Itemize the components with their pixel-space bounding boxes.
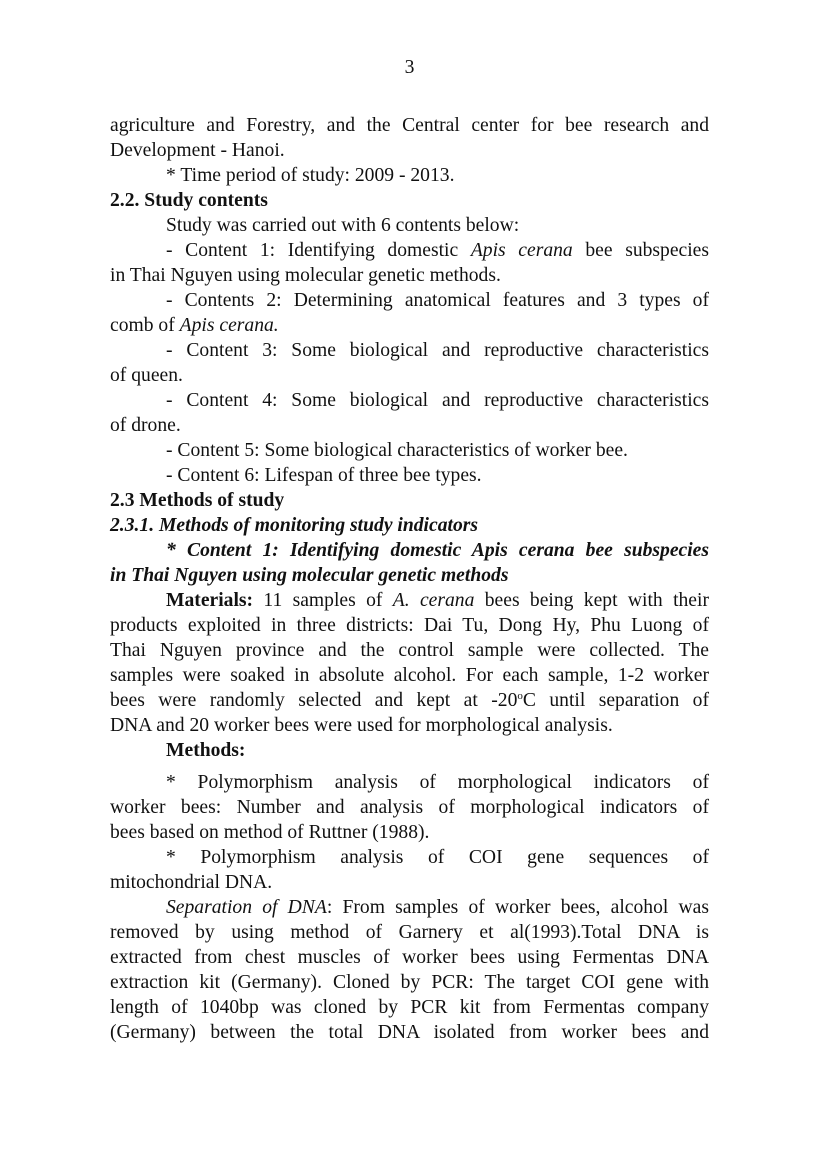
materials-line: Materials: 11 samples of A. cerana bees being kept with their xyxy=(166,590,709,611)
text-line: of drone. xyxy=(110,415,181,436)
species-name: Apis cerana. xyxy=(179,315,279,336)
text-line: mitochondrial DNA. xyxy=(110,872,273,893)
species-name: Apis cerana xyxy=(470,240,573,261)
text-line: Development - Hanoi. xyxy=(110,140,285,161)
text-line: agriculture and Forestry, and the Central center for bee research and xyxy=(110,115,709,136)
page-number: 3 xyxy=(404,57,415,78)
text-line: removed by using method of Garnery et al(1993).Total DNA is xyxy=(110,922,709,943)
content-1-heading: * Content 1: Identifying domestic Apis cerana bee subspecies xyxy=(166,540,709,561)
content-4-line: - Content 4: Some biological and reproductive characteristics xyxy=(166,390,709,411)
text-line: comb of Apis cerana. xyxy=(110,315,279,336)
text-line: worker bees: Number and analysis of morphological indicators of xyxy=(110,797,709,818)
text-line: DNA and 20 worker bees were used for morphological analysis. xyxy=(110,715,613,736)
page-body xyxy=(110,113,709,1045)
text-line: products exploited in three districts: Dai Tu, Dong Hy, Phu Luong of xyxy=(110,615,709,636)
text-line: length of 1040bp was cloned by PCR kit from Fermentas company xyxy=(110,997,709,1018)
content-6-line: - Content 6: Lifespan of three bee types. xyxy=(166,465,482,486)
section-heading-study-contents: 2.2. Study contents xyxy=(110,190,268,211)
text-line: of queen. xyxy=(110,365,183,386)
time-period: * Time period of study: 2009 - 2013. xyxy=(166,165,455,186)
content-2-line: - Contents 2: Determining anatomical features and 3 types of xyxy=(166,290,709,311)
subsection-heading-2-3-1: 2.3.1. Methods of monitoring study indicators xyxy=(110,515,478,536)
text-line: bees based on method of Ruttner (1988). xyxy=(110,822,430,843)
content-3-line: - Content 3: Some biological and reproductive characteristics xyxy=(166,340,709,361)
content-5-line: - Content 5: Some biological characteristics of worker bee. xyxy=(166,440,628,461)
text-line: extracted from chest muscles of worker bees using Fermentas DNA xyxy=(110,947,709,968)
materials-label: Materials: xyxy=(166,590,254,611)
text-line: (Germany) between the total DNA isolated from worker bees and xyxy=(110,1022,709,1043)
separation-label: Separation of DNA xyxy=(166,897,327,918)
morph-line: * Polymorphism analysis of morphological indicators of xyxy=(166,772,709,793)
content-1-line: - Content 1: Identifying domestic Apis cerana bee subspecies xyxy=(166,240,709,261)
text-line: samples were soaked in absolute alcohol. For each sample, 1-2 worker xyxy=(110,665,709,686)
coi-line: * Polymorphism analysis of COI gene sequences of xyxy=(166,847,709,868)
species-name: A. cerana xyxy=(392,590,475,611)
section-heading-methods: 2.3 Methods of study xyxy=(110,490,285,511)
methods-label: Methods: xyxy=(166,740,246,761)
text-line: bees were randomly selected and kept at -20$^o$C until separation of xyxy=(110,690,709,711)
contents-intro: Study was carried out with 6 contents below: xyxy=(166,215,520,236)
text-line: extraction kit (Germany). Cloned by PCR: The target COI gene with xyxy=(110,972,709,993)
text-line: Thai Nguyen province and the control sample were collected. The xyxy=(110,640,709,661)
content-1-heading-cont: in Thai Nguyen using molecular genetic methods xyxy=(110,565,509,586)
separation-line: Separation of DNA: From samples of worker bees, alcohol was xyxy=(166,897,709,918)
text-line: in Thai Nguyen using molecular genetic methods. xyxy=(110,265,501,286)
